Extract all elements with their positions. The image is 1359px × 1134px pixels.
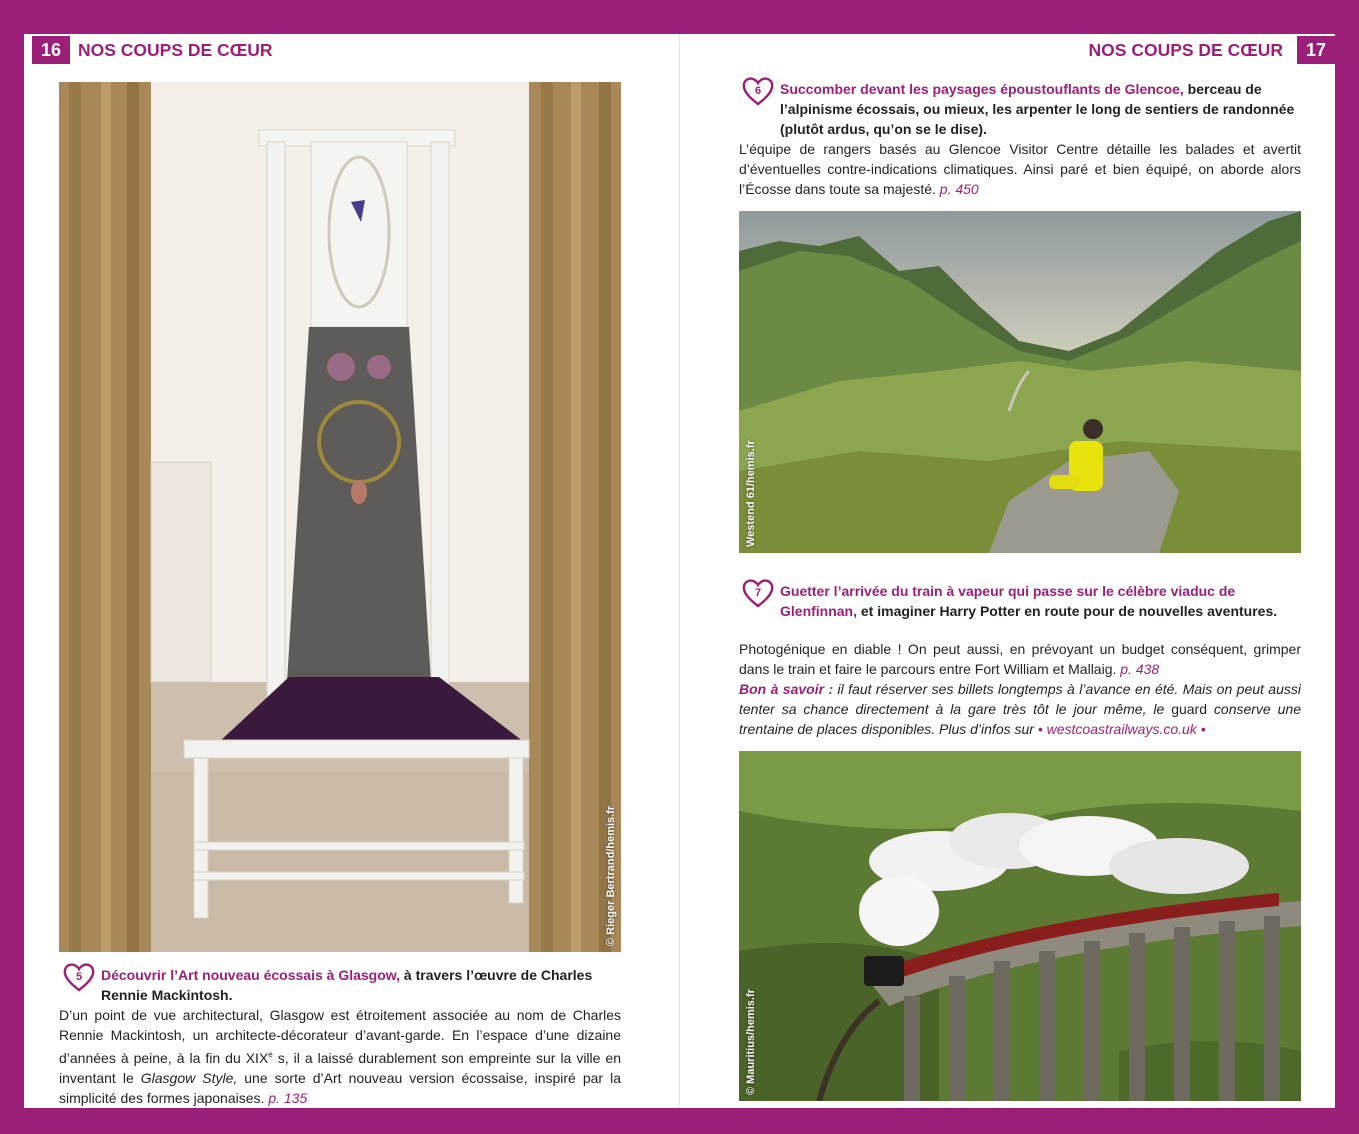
heart-number-icon: 6: [742, 76, 774, 106]
entry-body: D’un point de vue architectural, Glasgow est étroitement associée au nom de Charles Rennie Mackintosh, un architecte-décorateur d’avant-garde. En l’espace d’une dizaine d’années à peine, à la fin du XIXe s, il a laissé durablement son empreinte sur la ville en inventant le Glasgow Style, une sorte d’Art nouveau version écossaise, inspiré par la simplicité des formes japonaises. p. 135: [59, 1007, 622, 1106]
photo-credit: © Mauritius/hemis.fr: [745, 989, 757, 1095]
entry-7: [754, 581, 1300, 621]
page-ref-link[interactable]: p. 450: [939, 181, 979, 197]
entry-5: [75, 965, 621, 1005]
tip-label: Bon à savoir :: [739, 681, 834, 697]
page-number: 16: [32, 36, 70, 64]
entry-6: [754, 79, 1300, 139]
photo-credit: © Rieger Bertrand/hemis.fr: [605, 805, 617, 946]
photo-credit: Westend 61/hemis.fr: [745, 440, 757, 547]
entry-lead: Guetter l’arrivée du train à vapeur qui passe sur le célèbre viaduc de Glenfinnan, et imaginer Harry Potter en route pour de nouvelles aventures.: [780, 583, 1278, 619]
entry-body: Photogénique en diable ! On peut aussi, en prévoyant un budget conséquent, grimper dans le train et faire le parcours entre Fort William et Mallaig. p. 438: [739, 641, 1301, 677]
running-head: NOS COUPS DE CŒUR: [1088, 40, 1283, 60]
page-number: 17: [1297, 36, 1335, 64]
page-ref-link[interactable]: p. 438: [1120, 661, 1160, 677]
right-page: [680, 34, 1335, 1108]
viaduct-photo: [739, 751, 1301, 1101]
website-link[interactable]: • westcoastrailways.co.uk •: [1037, 721, 1206, 737]
running-head: NOS COUPS DE CŒUR: [78, 40, 273, 60]
left-page: [24, 34, 680, 1108]
heart-number-icon: 5: [63, 962, 95, 992]
entry-lead: Succomber devant les paysages époustouflants de Glencoe, berceau de l’alpinisme écossais, ou mieux, les arpenter le long de sentiers de randonnée (plutôt ardus, qu’on se le dise).: [780, 81, 1295, 137]
tip-paragraph: Bon à savoir : il faut réserver ses billets longtemps à l’avance en été. Mais on peut aussi tenter sa chance directement à la gare très tôt le jour même, le guard conserve une trentaine de places disponibles. Plus d’infos sur • westcoastrailways.co.uk •: [739, 681, 1301, 737]
heart-number-icon: 7: [742, 578, 774, 608]
glencoe-photo: [739, 211, 1301, 553]
chair-photo: [59, 82, 621, 952]
entry-lead: Découvrir l’Art nouveau écossais à Glasgow, à travers l’œuvre de Charles Rennie Mackintosh.: [101, 967, 593, 1003]
entry-body: L’équipe de rangers basés au Glencoe Visitor Centre détaille les balades et avertit d’éventuelles contre-indications climatiques. Ainsi paré et bien équipé, on aborde alors l’Écosse dans toute sa majesté. p. 450: [739, 141, 1301, 197]
page-ref-link[interactable]: p. 135: [268, 1090, 308, 1106]
